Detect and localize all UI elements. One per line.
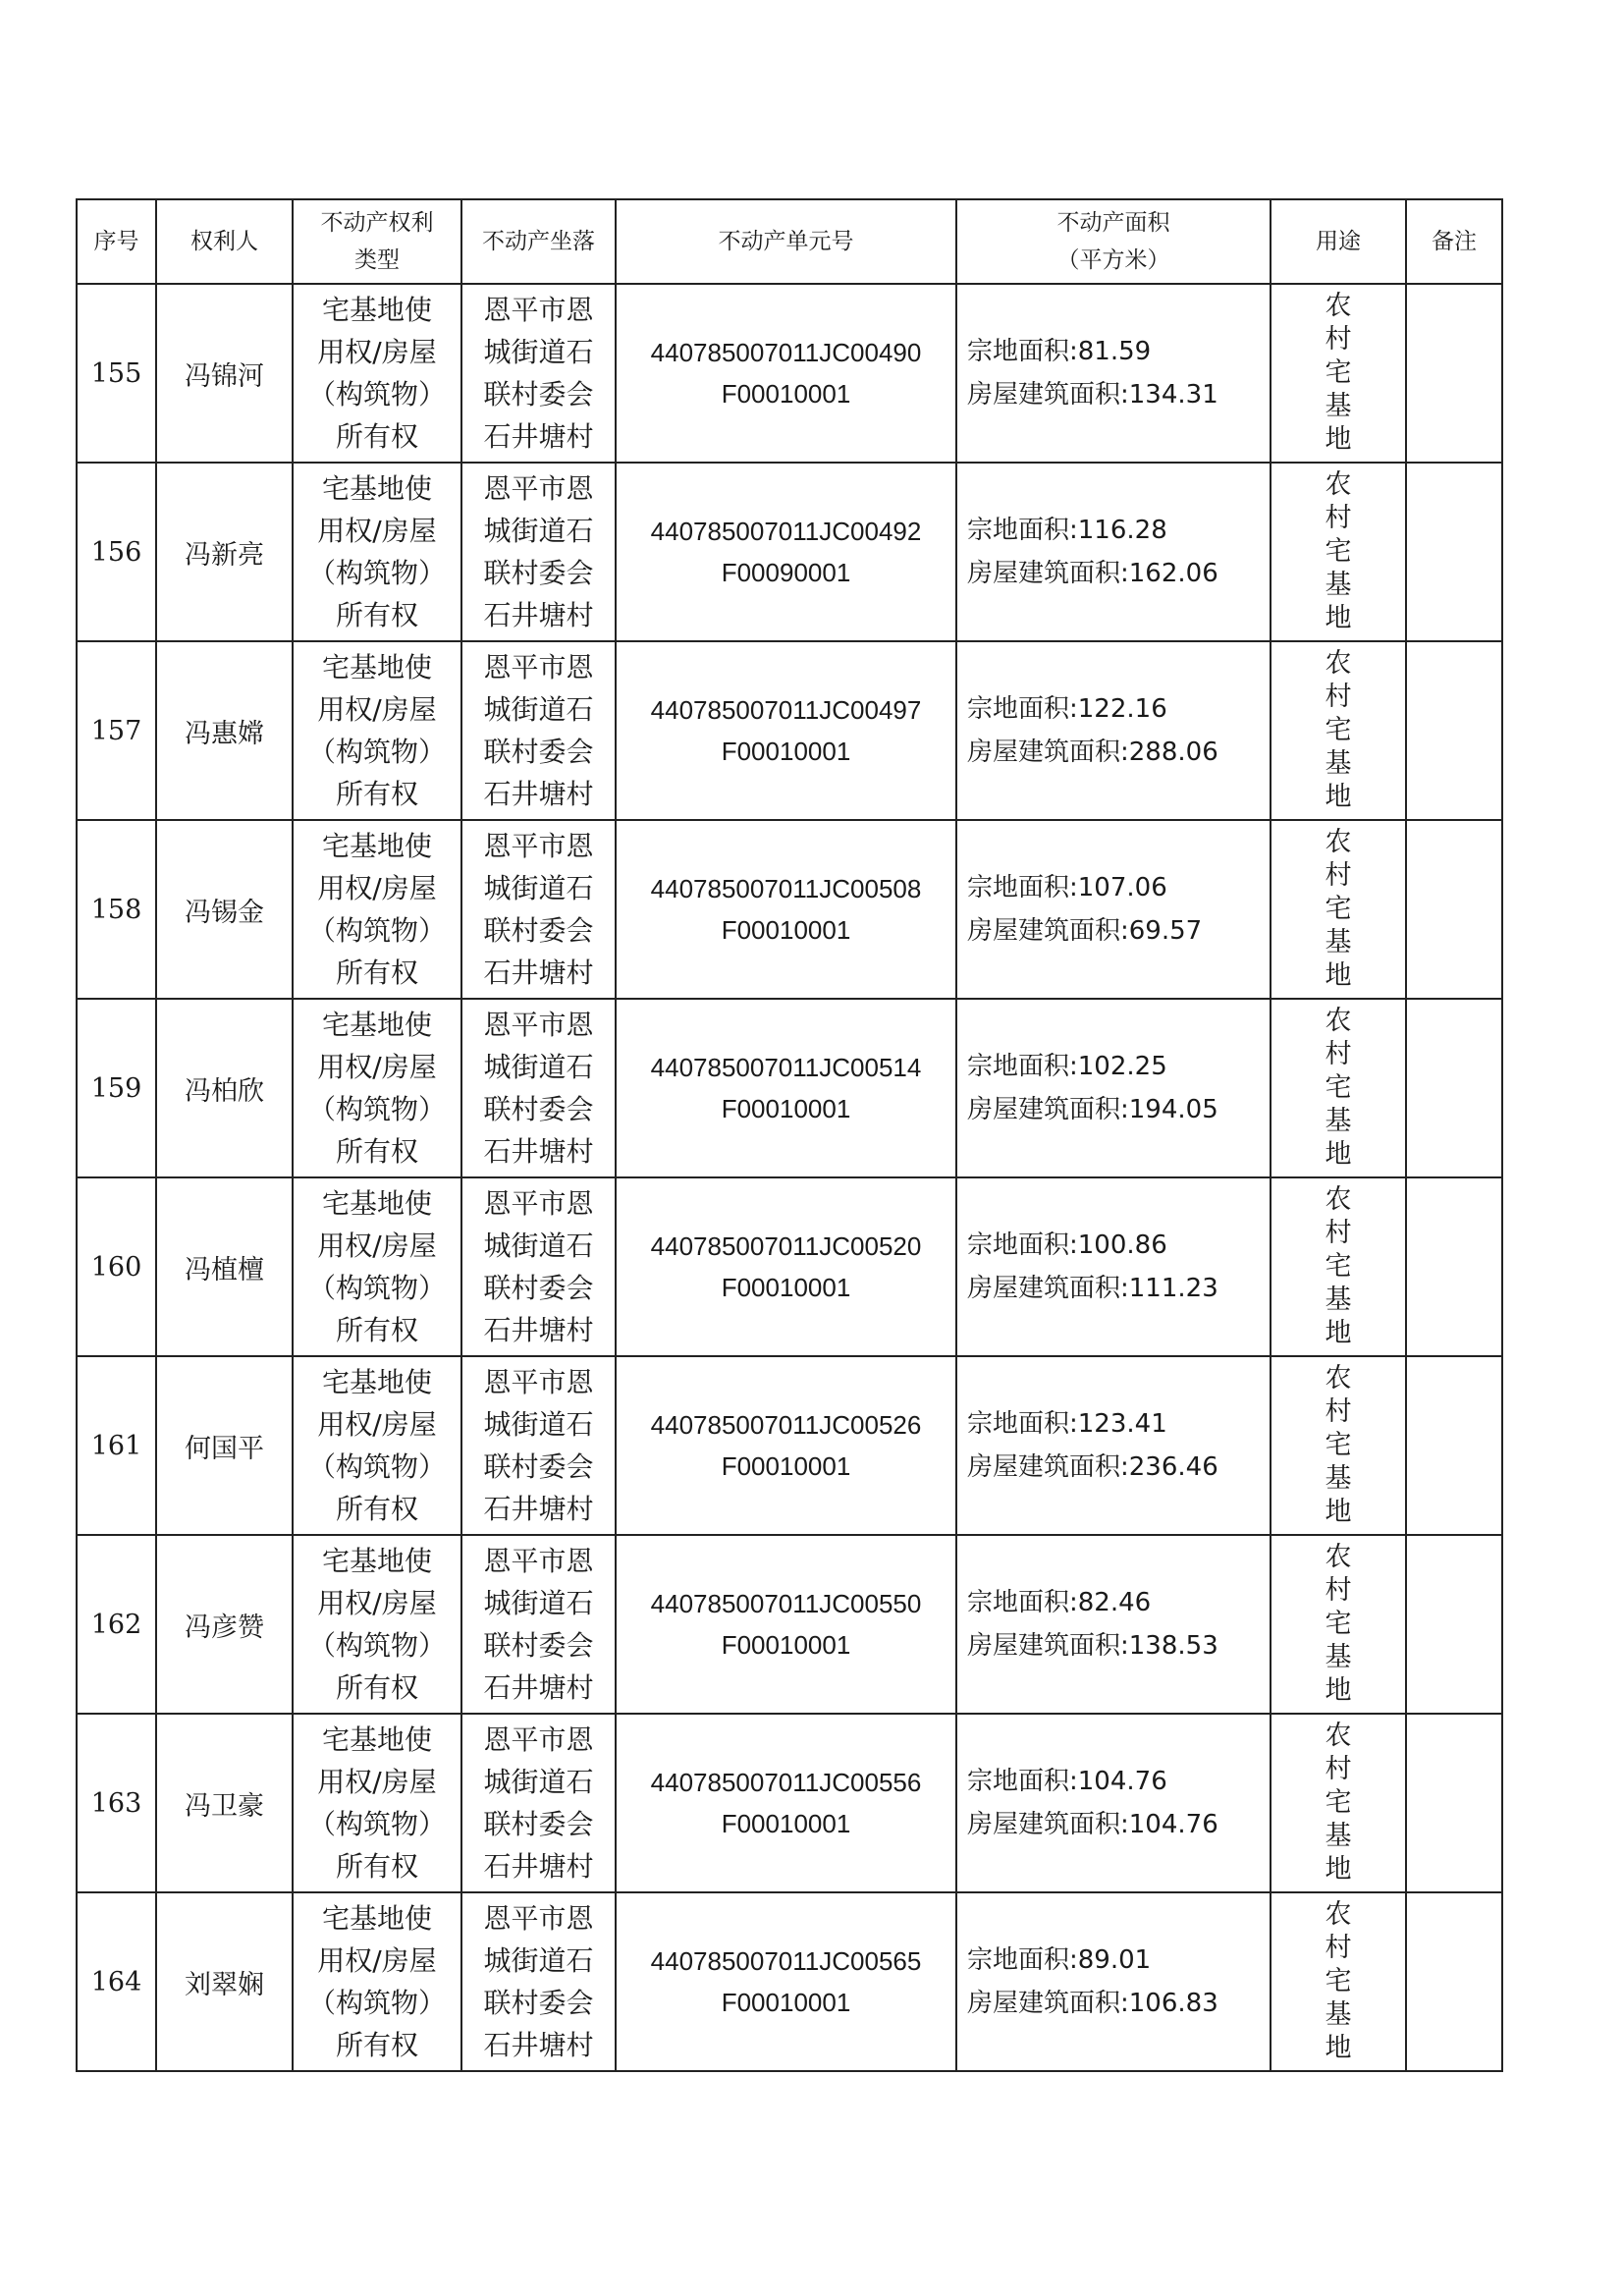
right-type-line: 用权/房屋 [317, 1766, 437, 1798]
building-area: 房屋建筑面积:106.83 [967, 1989, 1218, 2018]
row-remark [1406, 463, 1502, 641]
usage-char: 村 [1325, 1575, 1352, 1606]
row-usage [1271, 641, 1406, 820]
row-remark [1406, 1535, 1502, 1714]
row-area [956, 1177, 1271, 1356]
right-type-line: 用权/房屋 [317, 1051, 437, 1083]
land-area: 宗地面积:102.25 [967, 1052, 1167, 1081]
row-location [461, 1892, 616, 2071]
row-location [461, 284, 616, 463]
usage-char: 基 [1325, 1106, 1352, 1136]
location-line: 石井塘村 [483, 1135, 594, 1168]
right-type-line: 用权/房屋 [317, 1230, 437, 1262]
location-line: 恩平市恩 [483, 294, 594, 326]
location-line: 恩平市恩 [483, 1366, 594, 1398]
unit-no-part: F00010001 [721, 1630, 851, 1660]
row-area [956, 1714, 1271, 1892]
row-unit-no [616, 284, 956, 463]
row-owner: 冯惠嫦 [156, 641, 293, 820]
header-area [956, 199, 1271, 284]
usage-char: 村 [1325, 682, 1352, 712]
location-line: 联村委会 [483, 557, 594, 589]
row-usage [1271, 284, 1406, 463]
usage-char: 基 [1325, 927, 1352, 957]
right-type-line: 所有权 [335, 1314, 418, 1346]
unit-no-part: F00010001 [721, 1094, 851, 1123]
header-right-type-line: 不动产权利 [320, 210, 434, 236]
usage-char: 宅 [1325, 357, 1352, 388]
row-seq: 156 [77, 463, 156, 641]
right-type-line: 所有权 [335, 1850, 418, 1883]
location-line: 恩平市恩 [483, 472, 594, 505]
unit-no-part: 440785007011JC00514 [650, 1053, 922, 1082]
usage-char: 基 [1325, 1285, 1352, 1315]
right-type-line: （构筑物） [307, 1450, 446, 1483]
header-unit-no: 不动产单元号 [616, 199, 956, 284]
row-owner: 冯新亮 [156, 463, 293, 641]
right-type-line: 宅基地使 [321, 651, 432, 683]
right-type-line: 所有权 [335, 1671, 418, 1704]
right-type-line: 用权/房屋 [317, 1944, 437, 1977]
usage-char: 基 [1325, 570, 1352, 600]
building-area: 房屋建筑面积:104.76 [967, 1810, 1218, 1839]
row-owner: 冯锡金 [156, 820, 293, 999]
row-area [956, 820, 1271, 999]
table-row [77, 999, 1502, 1177]
row-usage [1271, 463, 1406, 641]
right-type-line: 用权/房屋 [317, 693, 437, 726]
unit-no-part: F00010001 [721, 1809, 851, 1838]
row-seq: 159 [77, 999, 156, 1177]
right-type-line: 所有权 [335, 420, 418, 453]
unit-no-part: 440785007011JC00550 [650, 1589, 922, 1618]
header-area-line: （平方米） [1056, 247, 1170, 273]
header-remark: 备注 [1406, 199, 1502, 284]
usage-char: 农 [1325, 1184, 1352, 1215]
row-unit-no [616, 463, 956, 641]
header-right-type [293, 199, 461, 284]
unit-no-part: 440785007011JC00492 [650, 517, 922, 546]
right-type-line: （构筑物） [307, 557, 446, 589]
location-line: 联村委会 [483, 1987, 594, 2019]
right-type-line: 宅基地使 [321, 1545, 432, 1577]
usage-char: 村 [1325, 1754, 1352, 1784]
building-area: 房屋建筑面积:111.23 [967, 1274, 1218, 1303]
location-line: 恩平市恩 [483, 1902, 594, 1935]
building-area: 房屋建筑面积:162.06 [967, 559, 1218, 588]
location-line: 恩平市恩 [483, 830, 594, 862]
usage-char: 农 [1325, 1899, 1352, 1930]
land-area: 宗地面积:100.86 [967, 1230, 1167, 1260]
location-line: 石井塘村 [483, 2029, 594, 2061]
row-area [956, 1892, 1271, 2071]
location-line: 城街道石 [483, 1766, 594, 1798]
location-line: 城街道石 [483, 336, 594, 368]
row-right-type [293, 1177, 461, 1356]
right-type-line: 宅基地使 [321, 1902, 432, 1935]
table-row [77, 1535, 1502, 1714]
right-type-line: 所有权 [335, 2029, 418, 2061]
usage-char: 宅 [1325, 1609, 1352, 1639]
usage-char: 农 [1325, 648, 1352, 679]
location-line: 联村委会 [483, 1450, 594, 1483]
row-remark [1406, 641, 1502, 820]
right-type-line: 宅基地使 [321, 1723, 432, 1756]
row-unit-no [616, 1356, 956, 1535]
usage-char: 村 [1325, 1039, 1352, 1069]
right-type-line: 宅基地使 [321, 1187, 432, 1220]
row-owner: 冯锦河 [156, 284, 293, 463]
usage-char: 宅 [1325, 1787, 1352, 1818]
row-seq: 157 [77, 641, 156, 820]
unit-no-part: F00090001 [721, 558, 851, 587]
unit-no-part: 440785007011JC00526 [650, 1410, 922, 1440]
row-usage [1271, 1714, 1406, 1892]
location-line: 城街道石 [483, 1051, 594, 1083]
usage-char: 宅 [1325, 536, 1352, 567]
row-location [461, 1714, 616, 1892]
usage-char: 基 [1325, 1821, 1352, 1851]
right-type-line: （构筑物） [307, 1272, 446, 1304]
row-owner: 冯柏欣 [156, 999, 293, 1177]
location-line: 恩平市恩 [483, 1545, 594, 1577]
unit-no-part: F00010001 [721, 1988, 851, 2017]
usage-char: 宅 [1325, 1072, 1352, 1103]
land-area: 宗地面积:82.46 [967, 1588, 1152, 1617]
row-seq: 162 [77, 1535, 156, 1714]
row-owner: 何国平 [156, 1356, 293, 1535]
table-row [77, 284, 1502, 463]
usage-char: 宅 [1325, 1966, 1352, 1996]
header-area-line: 不动产面积 [1056, 210, 1170, 236]
usage-char: 基 [1325, 1642, 1352, 1672]
right-type-line: 所有权 [335, 1135, 418, 1168]
row-owner: 冯植檀 [156, 1177, 293, 1356]
row-usage [1271, 1535, 1406, 1714]
row-unit-no [616, 1535, 956, 1714]
row-usage [1271, 820, 1406, 999]
location-line: 石井塘村 [483, 1671, 594, 1704]
location-line: 城街道石 [483, 1944, 594, 1977]
header-location: 不动产坐落 [461, 199, 616, 284]
unit-no-part: 440785007011JC00508 [650, 874, 922, 903]
row-owner: 冯彦赞 [156, 1535, 293, 1714]
row-seq: 163 [77, 1714, 156, 1892]
usage-char: 地 [1325, 1318, 1352, 1348]
location-line: 石井塘村 [483, 420, 594, 453]
usage-char: 村 [1325, 1218, 1352, 1248]
location-line: 联村委会 [483, 378, 594, 410]
usage-char: 农 [1325, 1363, 1352, 1394]
right-type-line: 所有权 [335, 599, 418, 631]
usage-char: 地 [1325, 1497, 1352, 1527]
usage-char: 村 [1325, 1396, 1352, 1427]
header-right-type-line: 类型 [354, 247, 400, 273]
row-right-type [293, 999, 461, 1177]
usage-char: 基 [1325, 391, 1352, 421]
right-type-line: 用权/房屋 [317, 1587, 437, 1619]
unit-no-part: F00010001 [721, 915, 851, 945]
location-line: 城街道石 [483, 693, 594, 726]
unit-no-part: F00010001 [721, 1451, 851, 1481]
row-area [956, 284, 1271, 463]
usage-char: 地 [1325, 782, 1352, 812]
location-line: 城街道石 [483, 515, 594, 547]
land-area: 宗地面积:116.28 [967, 516, 1167, 545]
row-unit-no [616, 1892, 956, 2071]
location-line: 联村委会 [483, 736, 594, 768]
right-type-line: （构筑物） [307, 1808, 446, 1840]
location-line: 城街道石 [483, 872, 594, 904]
usage-char: 农 [1325, 469, 1352, 500]
property-registration-table [76, 198, 1503, 2072]
row-unit-no [616, 1177, 956, 1356]
location-line: 石井塘村 [483, 1850, 594, 1883]
row-area [956, 641, 1271, 820]
table-row [77, 1356, 1502, 1535]
table-row [77, 1177, 1502, 1356]
location-line: 联村委会 [483, 1808, 594, 1840]
row-remark [1406, 820, 1502, 999]
row-unit-no [616, 820, 956, 999]
usage-char: 农 [1325, 1542, 1352, 1572]
row-usage [1271, 999, 1406, 1177]
row-area [956, 1535, 1271, 1714]
usage-char: 基 [1325, 1999, 1352, 2030]
usage-char: 村 [1325, 1933, 1352, 1963]
unit-no-part: 440785007011JC00490 [650, 338, 922, 367]
right-type-line: 宅基地使 [321, 1366, 432, 1398]
right-type-line: 用权/房屋 [317, 515, 437, 547]
row-remark [1406, 999, 1502, 1177]
row-location [461, 999, 616, 1177]
table-body [77, 284, 1502, 2071]
row-owner: 冯卫豪 [156, 1714, 293, 1892]
usage-char: 地 [1325, 424, 1352, 455]
unit-no-part: F00010001 [721, 379, 851, 409]
row-location [461, 463, 616, 641]
header-usage: 用途 [1271, 199, 1406, 284]
row-seq: 160 [77, 1177, 156, 1356]
usage-char: 农 [1325, 1721, 1352, 1751]
location-line: 石井塘村 [483, 599, 594, 631]
location-line: 联村委会 [483, 1272, 594, 1304]
row-unit-no [616, 641, 956, 820]
header-seq: 序号 [77, 199, 156, 284]
location-line: 恩平市恩 [483, 1187, 594, 1220]
row-seq: 161 [77, 1356, 156, 1535]
usage-char: 地 [1325, 1675, 1352, 1706]
row-usage [1271, 1356, 1406, 1535]
right-type-line: （构筑物） [307, 736, 446, 768]
building-area: 房屋建筑面积:236.46 [967, 1452, 1218, 1482]
row-location [461, 1356, 616, 1535]
row-owner: 刘翠娴 [156, 1892, 293, 2071]
right-type-line: （构筑物） [307, 1629, 446, 1662]
row-unit-no [616, 999, 956, 1177]
table-row [77, 641, 1502, 820]
land-area: 宗地面积:122.16 [967, 694, 1167, 724]
row-seq: 158 [77, 820, 156, 999]
row-remark [1406, 1177, 1502, 1356]
row-unit-no [616, 1714, 956, 1892]
usage-char: 基 [1325, 748, 1352, 779]
right-type-line: 所有权 [335, 1493, 418, 1525]
usage-char: 村 [1325, 503, 1352, 533]
usage-char: 村 [1325, 324, 1352, 355]
row-remark [1406, 1356, 1502, 1535]
unit-no-part: F00010001 [721, 737, 851, 766]
location-line: 联村委会 [483, 1093, 594, 1125]
location-line: 石井塘村 [483, 1314, 594, 1346]
table-row [77, 463, 1502, 641]
building-area: 房屋建筑面积:134.31 [967, 380, 1218, 410]
right-type-line: （构筑物） [307, 1093, 446, 1125]
row-area [956, 1356, 1271, 1535]
usage-char: 宅 [1325, 1430, 1352, 1460]
usage-char: 地 [1325, 960, 1352, 991]
unit-no-part: 440785007011JC00497 [650, 695, 922, 725]
table-row [77, 820, 1502, 999]
usage-char: 地 [1325, 603, 1352, 633]
header-row [77, 199, 1502, 284]
location-line: 城街道石 [483, 1587, 594, 1619]
unit-no-part: 440785007011JC00565 [650, 1946, 922, 1976]
usage-char: 村 [1325, 860, 1352, 891]
row-right-type [293, 641, 461, 820]
land-area: 宗地面积:81.59 [967, 337, 1152, 366]
right-type-line: （构筑物） [307, 378, 446, 410]
right-type-line: 所有权 [335, 957, 418, 989]
row-location [461, 1177, 616, 1356]
right-type-line: 宅基地使 [321, 294, 432, 326]
table-row [77, 1892, 1502, 2071]
land-area: 宗地面积:89.01 [967, 1945, 1152, 1975]
row-remark [1406, 1892, 1502, 2071]
location-line: 恩平市恩 [483, 1723, 594, 1756]
building-area: 房屋建筑面积:194.05 [967, 1095, 1218, 1124]
right-type-line: （构筑物） [307, 1987, 446, 2019]
row-right-type [293, 463, 461, 641]
building-area: 房屋建筑面积:69.57 [967, 916, 1203, 946]
row-right-type [293, 820, 461, 999]
right-type-line: 宅基地使 [321, 830, 432, 862]
location-line: 石井塘村 [483, 778, 594, 810]
right-type-line: （构筑物） [307, 914, 446, 947]
location-line: 恩平市恩 [483, 651, 594, 683]
row-usage [1271, 1177, 1406, 1356]
usage-char: 地 [1325, 1854, 1352, 1885]
row-right-type [293, 1356, 461, 1535]
row-area [956, 463, 1271, 641]
location-line: 城街道石 [483, 1230, 594, 1262]
right-type-line: 宅基地使 [321, 1009, 432, 1041]
usage-char: 农 [1325, 291, 1352, 321]
land-area: 宗地面积:123.41 [967, 1409, 1167, 1439]
usage-char: 基 [1325, 1463, 1352, 1494]
building-area: 房屋建筑面积:288.06 [967, 738, 1218, 767]
usage-char: 宅 [1325, 1251, 1352, 1282]
location-line: 石井塘村 [483, 1493, 594, 1525]
header-owner: 权利人 [156, 199, 293, 284]
usage-char: 地 [1325, 2033, 1352, 2063]
building-area: 房屋建筑面积:138.53 [967, 1631, 1218, 1661]
location-line: 石井塘村 [483, 957, 594, 989]
right-type-line: 所有权 [335, 778, 418, 810]
right-type-line: 用权/房屋 [317, 336, 437, 368]
row-right-type [293, 284, 461, 463]
location-line: 城街道石 [483, 1408, 594, 1441]
row-right-type [293, 1892, 461, 2071]
row-remark [1406, 1714, 1502, 1892]
row-seq: 164 [77, 1892, 156, 2071]
row-location [461, 641, 616, 820]
usage-char: 宅 [1325, 715, 1352, 745]
table-row [77, 1714, 1502, 1892]
usage-char: 农 [1325, 1006, 1352, 1036]
usage-char: 地 [1325, 1139, 1352, 1170]
right-type-line: 用权/房屋 [317, 1408, 437, 1441]
row-remark [1406, 284, 1502, 463]
location-line: 恩平市恩 [483, 1009, 594, 1041]
unit-no-part: 440785007011JC00556 [650, 1768, 922, 1797]
location-line: 联村委会 [483, 1629, 594, 1662]
right-type-line: 宅基地使 [321, 472, 432, 505]
row-area [956, 999, 1271, 1177]
location-line: 联村委会 [483, 914, 594, 947]
usage-char: 农 [1325, 827, 1352, 857]
usage-char: 宅 [1325, 894, 1352, 924]
right-type-line: 用权/房屋 [317, 872, 437, 904]
unit-no-part: 440785007011JC00520 [650, 1231, 922, 1261]
row-right-type [293, 1535, 461, 1714]
row-usage [1271, 1892, 1406, 2071]
unit-no-part: F00010001 [721, 1273, 851, 1302]
row-right-type [293, 1714, 461, 1892]
row-seq: 155 [77, 284, 156, 463]
land-area: 宗地面积:107.06 [967, 873, 1167, 902]
row-location [461, 1535, 616, 1714]
row-location [461, 820, 616, 999]
land-area: 宗地面积:104.76 [967, 1767, 1167, 1796]
